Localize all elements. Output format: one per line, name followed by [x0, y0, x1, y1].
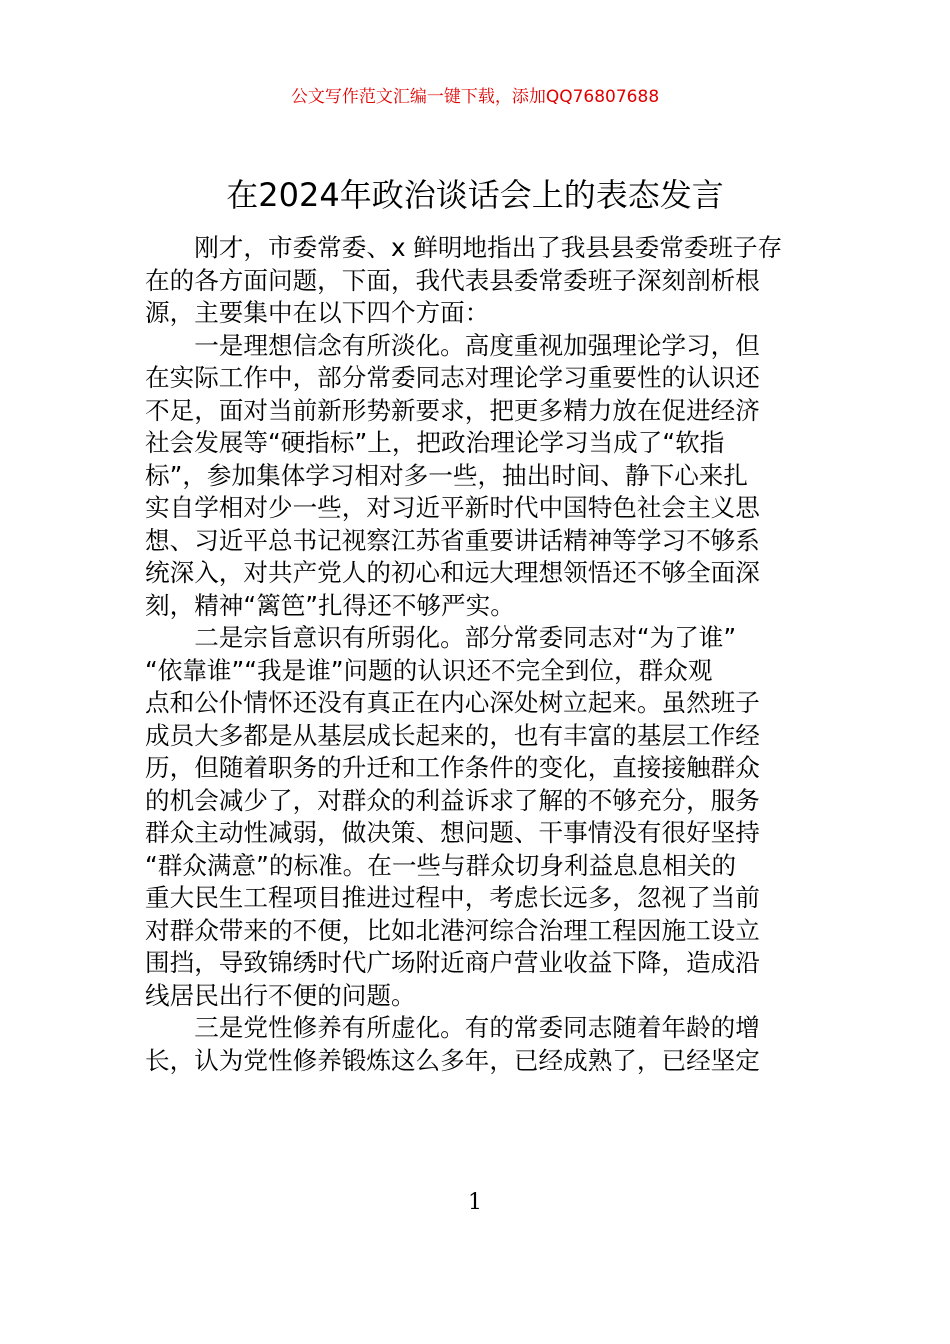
body-line: 重大民生工程项目推进过程中，考虑长远多，忽视了当前: [145, 883, 760, 912]
body-line: “群众满意”的标准。在一些与群众切身利益息息相关的: [145, 850, 737, 880]
document-body: [145, 232, 810, 1077]
body-line: 刻，精神“篱笆”扎得还不够严实。: [145, 590, 515, 620]
body-line: 围挡，导致锦绣时代广场附近商户营业收益下降，造成沿: [145, 948, 760, 977]
body-line: 线居民出行不便的问题。: [145, 980, 416, 1010]
body-line: 群众主动性减弱，做决策、想问题、干事情没有很好坚持: [145, 818, 760, 847]
body-line: “依靠谁”“我是谁”问题的认识还不完全到位，群众观: [145, 655, 713, 685]
body-line: 二是宗旨意识有所弱化。部分常委同志对“为了谁”: [145, 623, 737, 652]
body-line: 源，主要集中在以下四个方面：: [145, 298, 490, 327]
document-title: 在2024年政治谈话会上的表态发言: [226, 176, 724, 214]
body-line: 社会发展等“硬指标”上，把政治理论学习当成了“软指: [145, 428, 725, 457]
body-line: 不足，面对当前新形势新要求，把更多精力放在促进经济: [145, 395, 760, 425]
body-line: 三是党性修养有所虚化。有的常委同志随着年龄的增: [145, 1013, 760, 1042]
body-line: 刚才，市委常委、x 鲜明地指出了我县县委常委班子存: [145, 233, 783, 262]
body-line: 标”，参加集体学习相对多一些，抽出时间、静下心来扎: [145, 460, 748, 490]
body-line: 长，认为党性修养锻炼这么多年，已经成熟了，已经坚定: [145, 1045, 760, 1075]
body-line: 实自学相对少一些，对习近平新时代中国特色社会主义思: [145, 493, 760, 522]
body-line: 统深入，对共产党人的初心和远大理想领悟还不够全面深: [145, 558, 760, 587]
page-number: 1: [468, 1190, 482, 1215]
body-line: 的机会减少了，对群众的利益诉求了解的不够充分，服务: [145, 785, 760, 815]
body-line: 一是理想信念有所淡化。高度重视加强理论学习，但: [145, 330, 760, 360]
body-line: 点和公仆情怀还没有真正在内心深处树立起来。虽然班子: [145, 688, 760, 717]
body-line: 在的各方面问题，下面，我代表县委常委班子深刻剖析根: [145, 265, 760, 295]
body-line: 想、习近平总书记视察江苏省重要讲话精神等学习不够系: [145, 525, 760, 555]
download-banner: 公文写作范文汇编一键下载，添加QQ76807688: [290, 87, 660, 107]
body-line: 在实际工作中，部分常委同志对理论学习重要性的认识还: [145, 363, 760, 392]
body-line: 对群众带来的不便，比如北港河综合治理工程因施工设立: [145, 915, 760, 945]
body-line: 历，但随着职务的升迁和工作条件的变化，直接接触群众: [145, 753, 760, 782]
body-line: 成员大多都是从基层成长起来的，也有丰富的基层工作经: [145, 720, 760, 750]
